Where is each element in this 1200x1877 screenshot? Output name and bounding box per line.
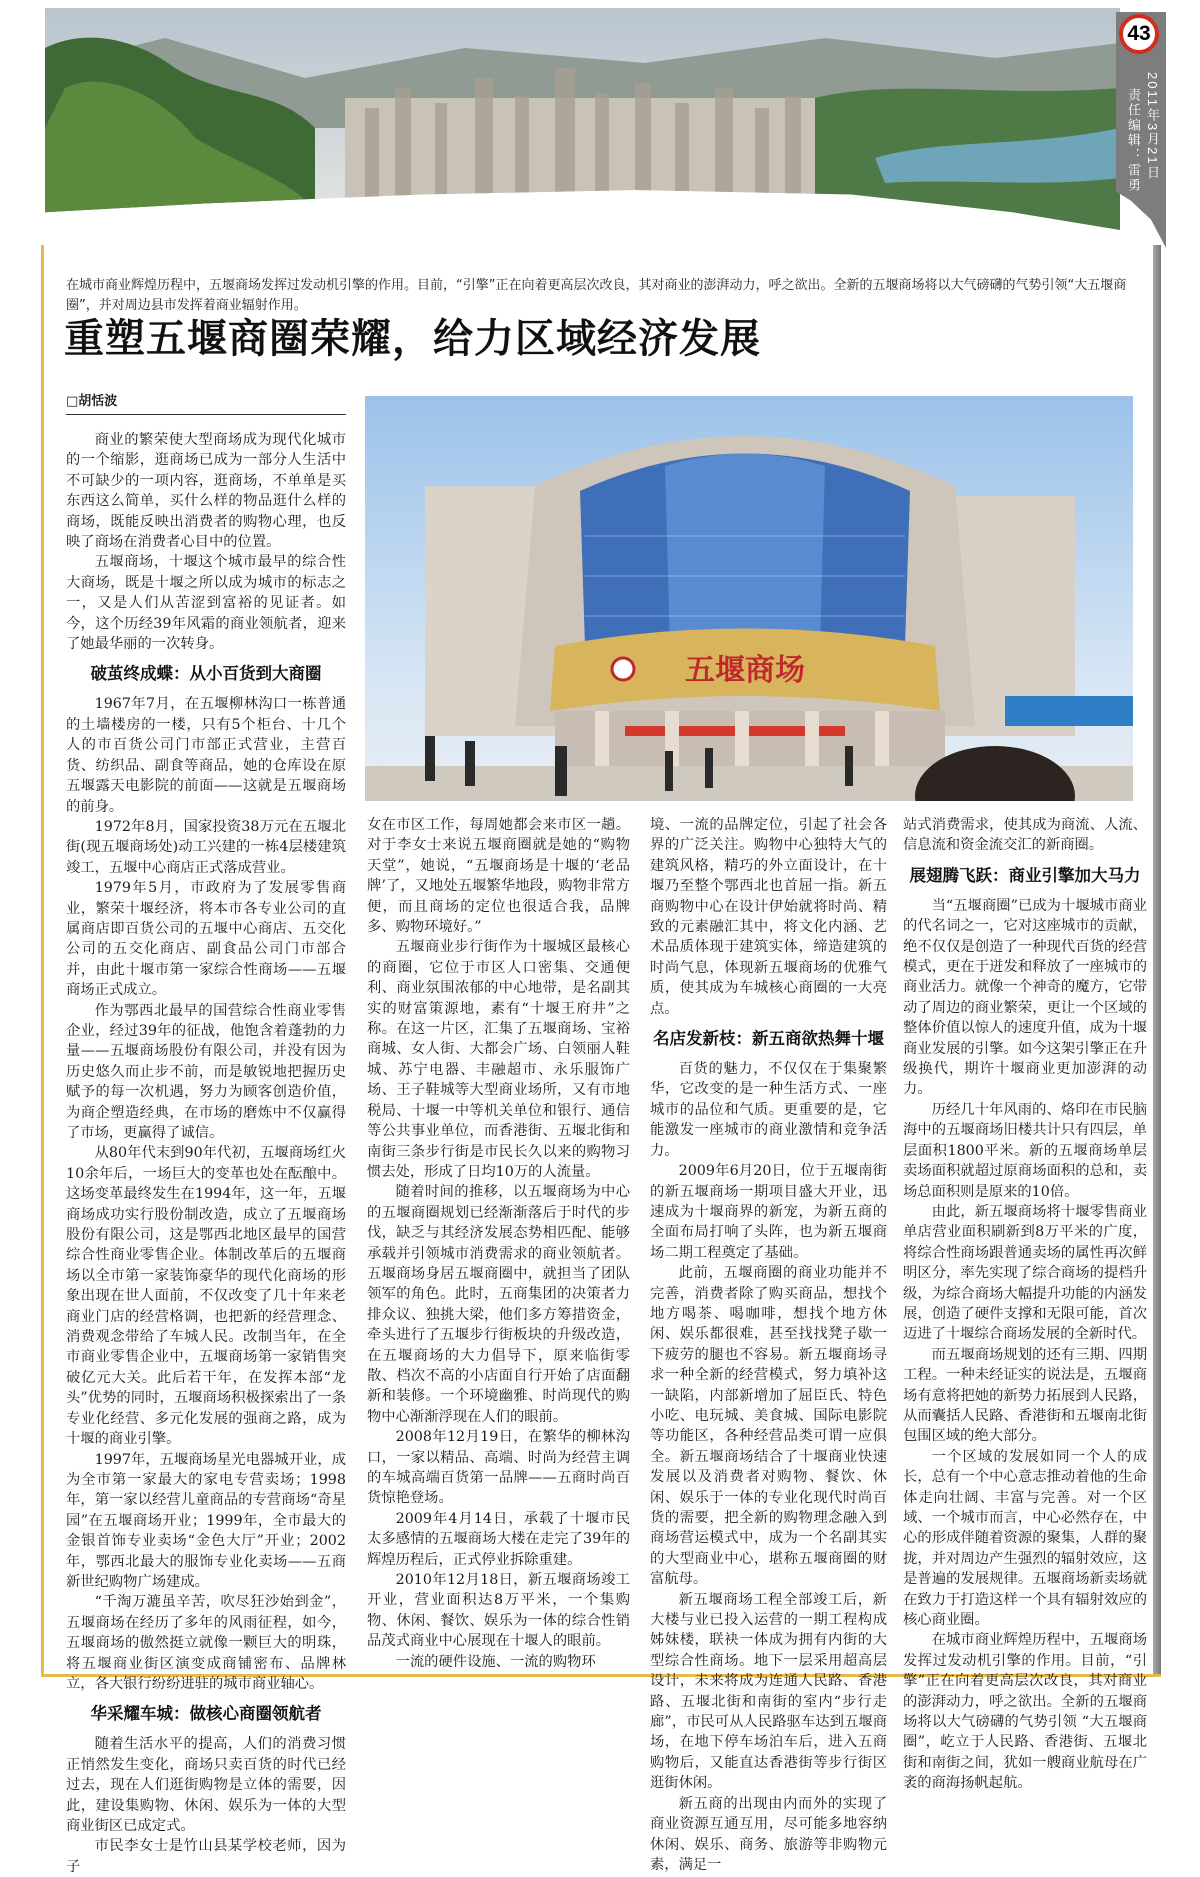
- section-subheading: 展翅腾飞跃：商业引擎加大马力: [909, 865, 1141, 885]
- page-number-badge: 43: [1119, 14, 1159, 54]
- article-paragraph: 1979年5月，市政府为了发展零售商业，繁荣十堰经济，将本市各专业公司的直属商店即百货公司的五堰中心商店、五交化公司的五交化商店、副食品公司门市部合并，由此十堰市第一家综合性商场——五堰商场正式成立。: [66, 880, 346, 999]
- article-paragraph: 作为鄂西北最早的国营综合性商业零售企业，经过39年的征战，他饱含着蓬勃的力量——五堰商场股份有限公司，并没有因为历史悠久而止步不前，而是敏锐地把握历史赋予的每一次机遇，努力为顾客创造价值，为商企塑造经典，在市场的磨炼中不仅赢得了市场，更赢得了诚信。: [66, 1002, 346, 1141]
- article-paragraph: 2009年4月14日，承载了十堰市民太多感情的五堰商场大楼在走完了39年的辉煌历程后，正式停业拆除重建。: [367, 1510, 630, 1568]
- article-lead: 在城市商业辉煌历程中，五堰商场发挥过发动机引擎的作用。目前，“引擎”正在向着更高层次改良，其对商业的澎湃动力，呼之欲出。全新的五堰商场将以大气磅礴的气势引领“大五堰商圈”，并对周边县市发挥着商业辐射作用。: [66, 278, 1127, 313]
- article-paragraph: 1972年8月，国家投资38万元在五堰北街(现五堰商场处)动工兴建的一栋4层楼建筑竣工，五堰中心商店正式落成营业。: [66, 818, 346, 876]
- article-paragraph: 随着生活水平的提高，人们的消费习惯正悄然发生变化，商场只卖百货的时代已经过去，现在人们逛街购物是立体的需要，因此，建设集购物、休闲、娱乐为一体的大型商业街区已成定式。: [66, 1736, 346, 1834]
- article-column-3: [650, 815, 887, 1875]
- article-paragraph: 历经几十年风雨的、烙印在市民脑海中的五堰商场旧楼共计只有四层，单层面积1800平米。新的五堰商场单层卖场面积就超过原商场面积的总和，卖场总面积则是原来的10倍。: [903, 1101, 1147, 1200]
- section-subheading: 破茧终成蝶：从小百货到大商圈: [90, 664, 322, 684]
- city-panorama-image: [45, 8, 1120, 230]
- article-paragraph: 1967年7月，在五堰柳林沟口一栋普通的土墙楼房的一楼，只有5个柜台、十几个人的市百货公司门市部正式营业，主营百货、纺织品、副食等商品，她的仓库设在原五堰露天电影院的前面——这就是五堰商场的前身。: [66, 696, 346, 815]
- article-paragraph: 站式消费需求，使其成为商流、人流、信息流和资金流交汇的新商圈。: [903, 817, 1147, 854]
- right-border-rule: [1153, 245, 1161, 1677]
- article-paragraph: 2008年12月19日，在繁华的柳林沟口，一家以精品、高端、时尚为经营主调的车城高端百货第一品牌——五商时尚百货惊艳登场。: [367, 1429, 630, 1507]
- article-paragraph: 在城市商业辉煌历程中，五堰商场发挥过发动机引擎的作用。目前，“引擎”正在向着更高层次改良，其对商业的澎湃动力，呼之欲出。全新的五堰商场将以大气磅礴的气势引领 “大五堰商圈”，屹立于人民路、香港街、五堰北街和南街之间，犹如一艘商业航母在广袤的商海扬帆起航。: [903, 1632, 1147, 1792]
- article-headline: 重塑五堰商圈荣耀，给力区域经济发展: [64, 315, 761, 362]
- mall-photo: [365, 396, 1133, 801]
- left-border-rule: [41, 245, 44, 1677]
- city-panorama-banner: [45, 8, 1120, 230]
- article-paragraph: 2010年12月18日，新五堰商场竣工开业，营业面积达8万平米，一个集购物、休闲、餐饮、娱乐为一体的综合性销品茂式商业中心展现在十堰人的眼前。: [367, 1572, 630, 1650]
- article-paragraph: 市民李女士是竹山县某学校老师，因为子: [66, 1838, 346, 1875]
- article-column-4: [903, 815, 1147, 1794]
- issue-date: 2011年3月21日: [1145, 72, 1160, 181]
- section-subheading: 华采耀车城：做核心商圈领航者: [90, 1704, 322, 1724]
- article-paragraph: “千淘万漉虽辛苦，吹尽狂沙始到金”，五堰商场在经历了多年的风雨征程，如今，五堰商场的傲然挺立就像一颗巨大的明珠，将五堰商业街区演变成商铺密布、品牌林立，各大银行纷纷进驻的城市商业轴心。: [66, 1594, 346, 1692]
- article-paragraph: 1997年，五堰商场星光电器城开业，成为全市第一家最大的家电专营卖场；1998年，第一家以经营儿童商品的专营商场“奇星园”在五堰商场开业；1999年，全市最大的金银首饰专业卖场“金色大厅”开业；2002年，鄂西北最大的服饰专业化卖场——五商新世纪购物广场建成。: [66, 1451, 346, 1590]
- article-paragraph: 女在市区工作，每周她都会来市区一趟。对于李女士来说五堰商圈就是她的“购物天堂”，她说，“五堰商场是十堰的‘老品牌’了，又地处五堰繁华地段，购物非常方便，而且商场的定位也很适合我，品牌多、购物环境好。”: [367, 817, 630, 936]
- article-paragraph: 一流的硬件设施、一流的购物环: [395, 1653, 596, 1670]
- article-column-1: [66, 430, 346, 1877]
- article-paragraph: 新五堰商场工程全部竣工后，新大楼与业已投入运营的一期工程构成姊妹楼，联袂一体成为拥有内街的大型综合性商场。地下一层采用超高层设计，未来将成为连通人民路、香港路、五堰北街和南街的室内“步行走廊”，市民可从人民路驱车达到五堰商场，在地下停车场泊车后，进入五商购物后，又能直达香港街等步行街区逛街休闲。: [650, 1591, 887, 1792]
- article-paragraph: 五堰商场，十堰这个城市最早的综合性大商场，既是十堰之所以成为城市的标志之一，又是人们从苦涩到富裕的见证者。如今，这个历经39年风霜的商业领航者，迎来了她最华丽的一次转身。: [66, 554, 346, 653]
- article-paragraph: 百货的魅力，不仅仅在于集聚繁华，它改变的是一种生活方式、一座城市的品位和气质。更重要的是，它能激发一座城市的商业激情和竞争活力。: [650, 1061, 887, 1159]
- section-subheading: 名店发新枝：新五商欲热舞十堰: [653, 1029, 884, 1049]
- article-paragraph: 境、一流的品牌定位，引起了社会各界的广泛关注。购物中心独特大气的建筑风格，精巧的外立面设计，在十堰乃至整个鄂西北也首屈一指。新五商购物中心在设计伊始就将时尚、精致的元素融汇其中，将文化内涵、艺术品质体现于建筑实体，缔造建筑的时尚气息，体现新五堰商场的优雅气质，使其成为车城核心商圈的一大亮点。: [650, 817, 887, 1017]
- article-paragraph: 随着时间的推移，以五堰商场为中心的五堰商圈规划已经渐渐落后于时代的步伐，缺乏与其经济发展态势相匹配、能够承载并引领城市消费需求的商业领航者。五堰商场身居五堰商圈中，就担当了团队领军的角色。此时，五商集团的决策者力排众议、独挑大梁，他们多方筹措资金，牵头进行了五堰步行街板块的升级改造，在五堰商场的大力倡导下，原来临街零散、档次不高的小店面自行开始了店面翻新和装修。一个环境幽雅、时尚现代的购物中心渐渐浮现在人们的眼前。: [367, 1184, 630, 1425]
- responsible-editor: 责任编辑：雷勇: [1126, 88, 1141, 193]
- article-paragraph: 新五商的出现由内而外的实现了商业资源互通互用，尽可能多地容纳休闲、娱乐、商务、旅游等非购物元素，满足一: [650, 1795, 887, 1873]
- mall-sign: 五堰商场: [685, 653, 805, 688]
- mall-building-image: [365, 396, 1133, 801]
- article-paragraph: 由此，新五堰商场将十堰零售商业单店营业面积刷新到8万平米的广度，将综合性商场跟普通卖场的属性再次鲜明区分，率先实现了综合商场的提档升级，为综合商场大幅提升功能的内涵发展，创造了硬件支撑和无限可能，首次迈进了十堰综合商场发展的全新时代。: [903, 1203, 1147, 1343]
- article-byline: □胡恬波: [66, 392, 346, 415]
- article-paragraph: 一个区域的发展如同一个人的成长，总有一个中心意志推动着他的生命体走向壮阔、丰富与完善。对一个区域、一个城市而言，中心必然存在，中心的形成伴随着资源的聚集，人群的聚拢，并对周边产生强烈的辐射效应，这是普遍的发展规律。五堰商场新卖场就在致力于打造这样一个具有辐射效应的核心商业圈。: [903, 1448, 1147, 1629]
- article-paragraph: 2009年6月20日，位于五堰南街的新五堰商场一期项目盛大开业，迅速成为十堰商界的新宠，为新五商的全面布局打响了头阵，也为新五堰商场二期工程奠定了基础。: [650, 1163, 887, 1261]
- article-paragraph: 此前，五堰商圈的商业功能并不完善，消费者除了购买商品，想找个地方喝茶、喝咖啡，想找个地方休闲、娱乐都很难，甚至找找凳子歇一下疲劳的腿也不容易。新五堰商场寻求一种全新的经营模式，努力填补这一缺陷，内部新增加了屈臣氏、特色小吃、电玩城、美食城、国际电影院等功能区，各种经营品类可谓一应俱全。新五堰商场结合了十堰商业快速发展以及消费者对购物、餐饮、休闲、娱乐于一体的专业化现代时尚百货的需要，把全新的购物理念融入到商场营运模式中，成为一个名副其实的大型商业中心，堪称五堰商圈的财富航母。: [650, 1265, 887, 1588]
- article-paragraph: 五堰商业步行街作为十堰城区最核心的商圈，它位于市区人口密集、交通便利、商业氛围浓郁的中心地带，是名副其实的财富策源地，素有“十堰王府井”之称。在这一片区，汇集了五堰商场、宝裕商城、女人街、大都会广场、白领丽人鞋城、苏宁电器、丰融超市、永乐服饰广场、王子鞋城等大型商业场所，又有市地税局、十堰一中等机关单位和银行、通信等公共事业单位，而香港街、五堰北街和南街三条步行街是市民长久以来的购物习惯去处，形成了日均10万的人流量。: [367, 939, 630, 1180]
- article-paragraph: 从80年代末到90年代初，五堰商场红火10余年后，一场巨大的变革也处在酝酿中。这场变革最终发生在1994年，这一年，五堰商场成功实行股份制改造，成立了五堰商场股份有限公司，这是鄂西北地区最早的国营综合性商业零售企业。体制改革后的五堰商场以全市第一家装饰豪华的现代化商场的形象出现在世人面前，不仅改变了几十年来老商业门店的经营格调，也把新的经营理念、消费观念带给了车城人民。改制当年，在全市商业零售企业中，五堰商场第一家销售突破亿元大关。此后若干年，在发挥本部“龙头”优势的同时，五堰商场积极探索出了一条专业化经营、多元化发展的强商之路，成为十堰的商业引擎。: [66, 1145, 346, 1448]
- article-paragraph: 而五堰商场规划的还有三期、四期工程。一种未经证实的说法是，五堰商场有意将把她的新势力拓展到人民路，从而囊括人民路、香港街和五堰南北街包围区域的绝大部分。: [903, 1346, 1147, 1445]
- article-paragraph: 当“五堰商圈”已成为十堰城市商业的代名词之一，它对这座城市的贡献，绝不仅仅是创造了一种现代百货的经营模式，更在于迸发和释放了一座城市的商业活力。就像一个神奇的魔方，它带动了周边的商业繁荣，更让一个区域的整体价值以惊人的速度升值，成为十堰商业发展的引擎。如今这架引擎正在升级换代，期许十堰商业更加澎湃的动力。: [903, 897, 1147, 1098]
- article-column-2: [367, 815, 630, 1672]
- article-paragraph: 商业的繁荣使大型商场成为现代化城市的一个缩影，逛商场已成为一部分人生活中不可缺少的一项内容，逛商场，不单单是买东西这么简单，买什么样的物品逛什么样的商场，既能反映出消费者的购物心理，也反映了商场在消费者心目中的位置。: [66, 432, 346, 551]
